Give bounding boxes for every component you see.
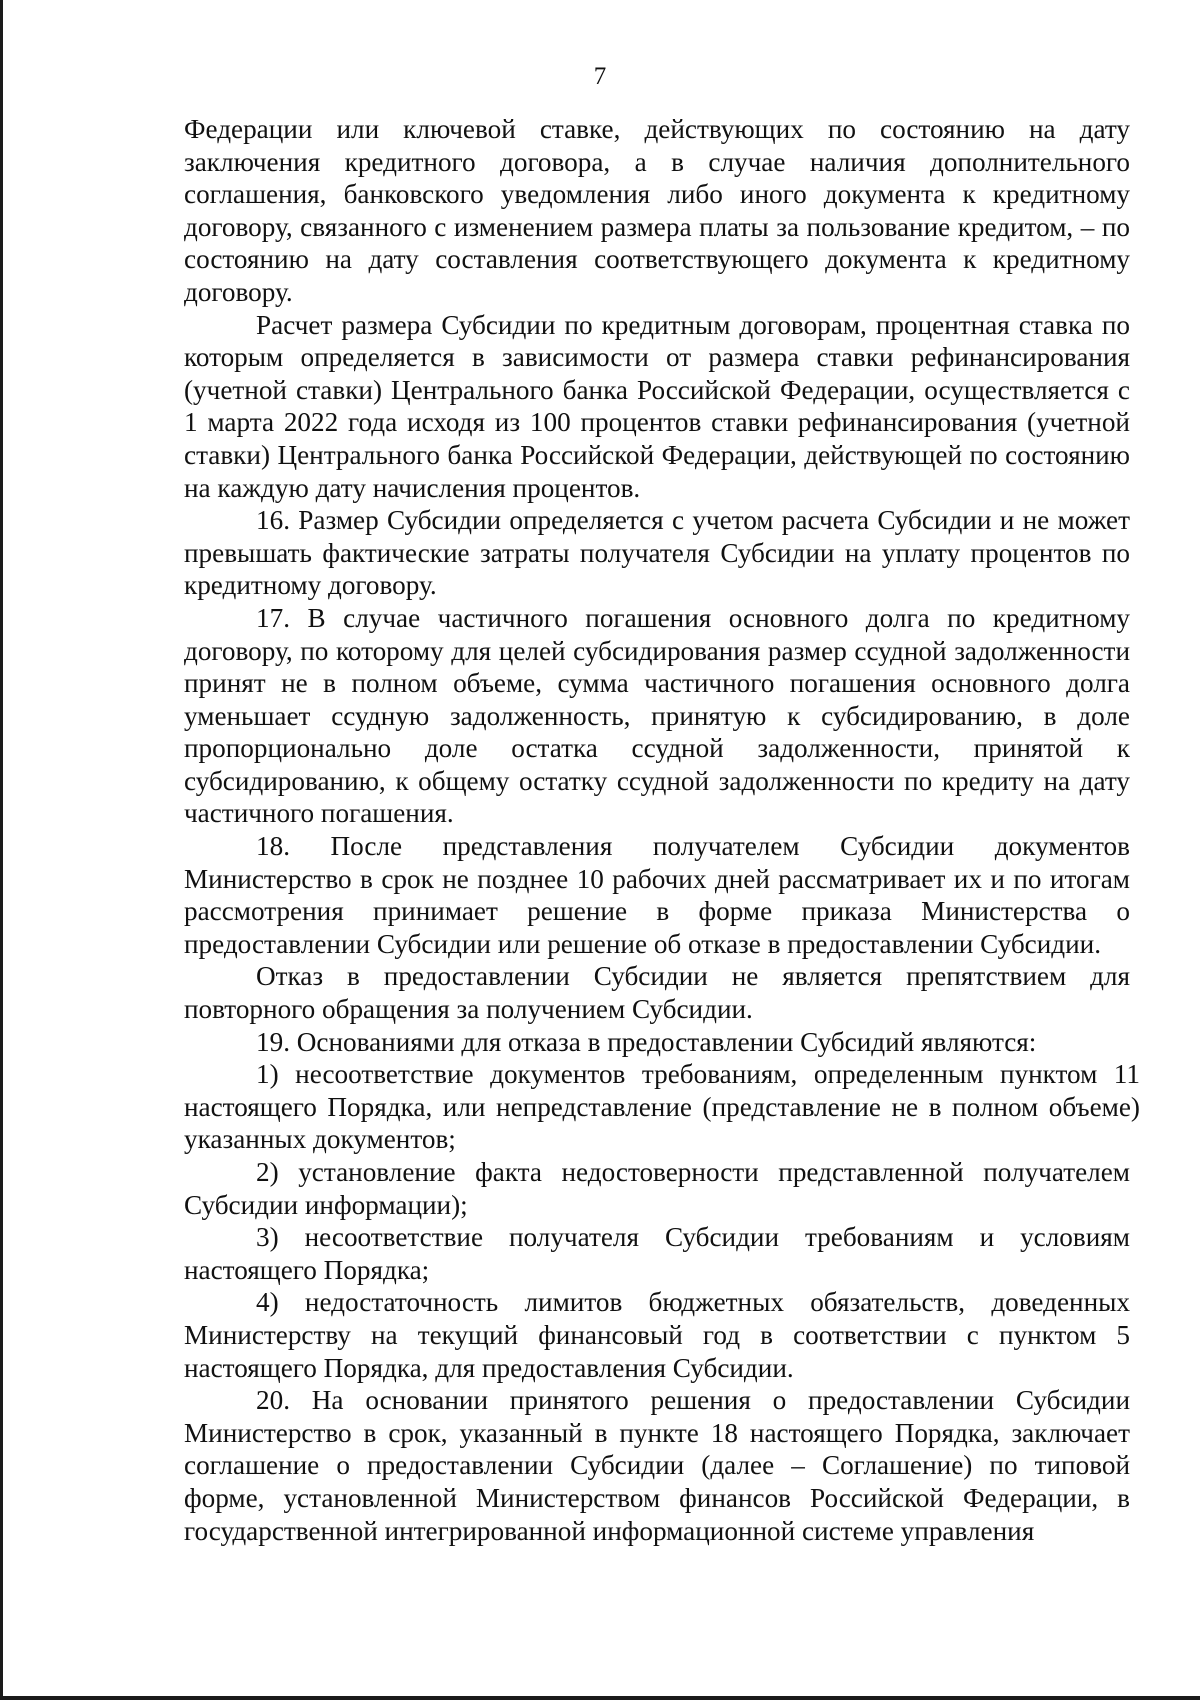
paragraph-subsidy-calculation: Расчет размера Субсидии по кредитным договорам, процентная ставка по которым определяется в зависимости от размера ставки рефинансирования (учетной ставки) Центрального банка Российской Федерации, осуществляется с 1 марта 2022 года исходя из 100 процентов ставки рефинансирования (учетной ставки) Центрального банка Российской Федерации, действующей по состоянию на каждую дату начисления процентов. <box>184 309 1130 503</box>
list-item-19-4: 4) недостаточность лимитов бюджетных обязательств, доведенных Министерству на текущий финансовый год в соответствии с пунктом 5 настоящего Порядка, для предоставления Субсидии. <box>184 1287 1130 1383</box>
paragraph-item-18: 18. После представления получателем Субсидии документов Министерство в срок не позднее 10 рабочих дней рассматривает их и по итогам рассмотрения принимает решение в форме приказа Министерства о предоставлении Субсидии или решение об отказе в предоставлении Субсидии. <box>184 831 1130 959</box>
scan-edge-bottom <box>0 1696 1200 1700</box>
paragraph-continuation: Федерации или ключевой ставке, действующих по состоянию на дату заключения кредитного договора, а в случае наличия дополнительного соглашения, банковского уведомления либо иного документа к кредитному договору, связанного с изменением размера платы за пользование кредитом, – по состоянию на дату составления соответствующего документа к кредитному договору. <box>184 114 1130 307</box>
paragraph-item-16: 16. Размер Субсидии определяется с учетом расчета Субсидии и не может превышать фактические затраты получателя Субсидии на уплату процентов по кредитному договору. <box>184 505 1130 601</box>
page-number: 7 <box>593 63 607 90</box>
paragraph-refusal-note: Отказ в предоставлении Субсидии не является препятствием для повторного обращения за получением Субсидии. <box>184 961 1130 1025</box>
scan-edge-left <box>0 0 3 1700</box>
paragraph-item-19: 19. Основаниями для отказа в предоставлении Субсидий являются: <box>256 1026 1037 1057</box>
paragraph-item-20: 20. На основании принятого решения о предоставлении Субсидии Министерство в срок, указанный в пункте 18 настоящего Порядка, заключает соглашение о предоставлении Субсидии (далее – Соглашение) по типовой форме, установленной Министерством финансов Российской Федерации, в государственной интегрированной информационной системе управления <box>184 1385 1130 1546</box>
list-item-19-2: 2) установление факта недостоверности представленной получателем Субсидии информации); <box>184 1157 1130 1220</box>
list-item-19-3: 3) несоответствие получателя Субсидии требованиям и условиям настоящего Порядка; <box>184 1222 1130 1285</box>
list-item-19-1: 1) несоответствие документов требованиям, определенным пунктом 11 настоящего Порядка, или непредставление (представление не в полном объеме) указанных документов; <box>184 1059 1140 1155</box>
document-body <box>184 113 1140 1547</box>
paragraph-item-17: 17. В случае частичного погашения основного долга по кредитному договору, по которому для целей субсидирования размер ссудной задолженности принят не в полном объеме, сумма частичного погашения основного долга уменьшает ссудную задолженность, принятую к субсидированию, в доле пропорционально доле остатка ссудной задолженности, принятой к субсидированию, к общему остатку ссудной задолженности по кредиту на дату частичного погашения. <box>184 602 1130 829</box>
